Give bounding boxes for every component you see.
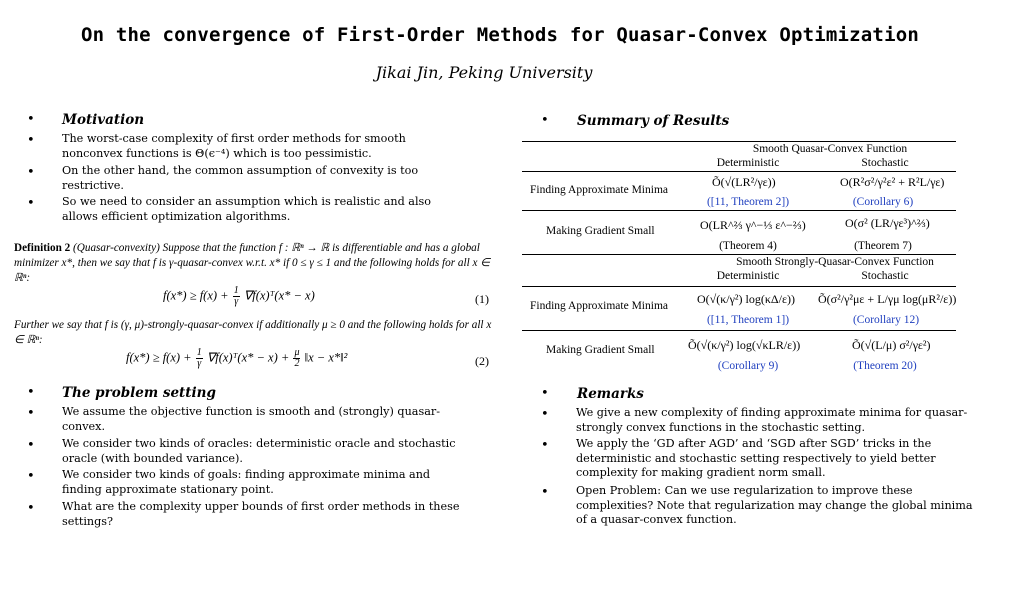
table-rule: [522, 210, 956, 211]
author-line: Jikai Jin, Peking University: [375, 63, 593, 82]
bullet-dot: •: [541, 438, 549, 453]
equation-2-right: ‖x − x*‖²: [304, 350, 348, 365]
equation-2-left: f(x*) ≥ f(x) +: [126, 350, 192, 365]
problem-bullet-4: What are the complexity upper bounds of first order methods in these settings?: [62, 500, 460, 528]
bullet-dot: •: [27, 501, 35, 516]
remarks-bullet-1: We give a new complexity of finding approximate minima for quasar-strongly convex functions in the stochastic setting.: [576, 406, 968, 434]
fraction-1-over-gamma: $\frac{1}{\gamma}$: [196, 347, 202, 369]
fraction-1-over-gamma: $\frac{1}{\gamma}$: [233, 285, 239, 307]
problem-bullet-3: We consider two kinds of goals: finding approximate minima and finding approximate stationary point.: [62, 468, 431, 496]
remarks-bullet-2: We apply the ‘GD after AGD’ and ‘SGD after SGD’ tricks in the deterministic and stochastic setting respectively to yield better complexity for making gradient norm small.: [576, 437, 936, 479]
cell-b1-min-det: Õ(√(LR²/γε)): [712, 175, 776, 189]
bullet-dot: •: [27, 133, 35, 148]
block1-title: Smooth Quasar-Convex Function: [752, 143, 908, 155]
remarks-bullet-3: Open Problem: Can we use regularization to improve these complexities? Note that regularization may change the global minima of a quasar-convex function.: [576, 484, 973, 526]
ref-b1-grad-det: (Theorem 4): [719, 240, 777, 252]
ref-b2-min-det[interactable]: ([11, Theorem 1]): [706, 314, 790, 326]
definition-label: Definition 2: [14, 242, 71, 254]
bullet-dot: •: [27, 438, 35, 453]
ref-b2-grad-det[interactable]: (Corollary 9): [717, 360, 779, 372]
cell-b2-grad-det: Õ(√(κ/γ²) log(√κLR/ε)): [688, 338, 801, 352]
col-stochastic-1: Stochastic: [861, 157, 909, 169]
table-rule: [522, 171, 956, 172]
bullet-dot: •: [541, 485, 549, 500]
bullet-dot: •: [27, 385, 35, 400]
definition-text-2: [14, 318, 494, 348]
ref-b1-grad-sto: (Theorem 7): [854, 240, 912, 252]
ref-b1-min-sto[interactable]: (Corollary 6): [852, 196, 914, 208]
bullet-dot: •: [27, 406, 35, 421]
bullet-dot: •: [541, 113, 549, 128]
row-label-min-2: Finding Approximate Minima: [530, 300, 668, 312]
cell-b1-min-sto: O(R²σ²/γ²ε² + R²L/γε): [840, 175, 945, 189]
table-rule: [522, 254, 956, 255]
col-stochastic-2: Stochastic: [861, 270, 909, 282]
equation-2-mid: ∇f(x)ᵀ(x* − x) +: [206, 350, 290, 365]
definition-text-1: [14, 241, 494, 286]
equation-2-number: (2): [475, 354, 489, 368]
summary-heading: Summary of Results: [577, 113, 730, 129]
ref-b2-min-sto[interactable]: (Corollary 12): [852, 314, 920, 326]
bullet-dot: •: [541, 407, 549, 422]
table-rule: [522, 286, 956, 287]
col-deterministic-1: Deterministic: [716, 157, 780, 169]
equation-1-right: ∇f(x)ᵀ(x* − x): [243, 288, 315, 303]
cell-b2-grad-sto: Õ(√(L/μ) σ²/γε²): [852, 338, 931, 352]
col-deterministic-2: Deterministic: [716, 270, 780, 282]
motivation-heading: Motivation: [62, 112, 145, 128]
problem-bullet-2: We consider two kinds of oracles: deterministic oracle and stochastic oracle (with bounded variance).: [62, 437, 456, 465]
ref-b1-min-det[interactable]: ([11, Theorem 2]): [706, 196, 790, 208]
row-label-min-1: Finding Approximate Minima: [530, 184, 668, 196]
equation-1-number: (1): [475, 292, 489, 306]
definition-body-2: Further we say that f is (γ, μ)-strongly-quasar-convex if additionally μ ≥ 0 and the following holds for all x ∈ ℝⁿ:: [14, 319, 492, 346]
motivation-bullet-3: So we need to consider an assumption which is realistic and also allows efficient optimization algorithms.: [62, 195, 432, 223]
equation-1-left: f(x*) ≥ f(x) +: [163, 288, 229, 303]
cell-b1-grad-sto: O(σ² (LR/γε³)^⅔): [845, 216, 930, 230]
bullet-dot: •: [27, 469, 35, 484]
table-rule: [522, 330, 956, 331]
cell-b2-min-det: O(√(κ/γ²) log(κΔ/ε)): [697, 292, 795, 306]
cell-b2-min-sto: Õ(σ²/γ²με + L/γμ log(μR²/ε)): [818, 292, 957, 306]
equation-1: [163, 286, 315, 307]
ref-b2-grad-sto[interactable]: (Theorem 20): [853, 360, 917, 372]
fraction-mu-over-2: $\frac{\mu}{2}$: [294, 347, 300, 369]
row-label-grad-2: Making Gradient Small: [546, 344, 655, 356]
problem-bullet-1: We assume the objective function is smooth and (strongly) quasar-convex.: [62, 405, 440, 433]
block2-title: Smooth Strongly-Quasar-Convex Function: [736, 256, 934, 268]
bullet-dot: •: [541, 386, 549, 401]
bullet-dot: •: [27, 165, 35, 180]
bullet-dot: •: [27, 196, 35, 211]
bullet-dot: •: [27, 112, 35, 127]
definition-name: (Quasar-convexity): [73, 242, 160, 254]
row-label-grad-1: Making Gradient Small: [546, 225, 655, 237]
remarks-heading: Remarks: [577, 386, 644, 402]
poster-title: On the convergence of First-Order Methods for Quasar-Convex Optimization: [80, 24, 919, 46]
motivation-bullet-2: On the other hand, the common assumption of convexity is too restrictive.: [62, 164, 419, 192]
problem-heading: The problem setting: [62, 385, 216, 401]
cell-b1-grad-det: O(LR^⅔ γ^−⅓ ε^−⅔): [700, 218, 806, 232]
equation-2: [126, 348, 347, 369]
motivation-bullet-1: The worst-case complexity of first order methods for smooth nonconvex functions is Θ(ϵ⁻⁴) which is too pessimistic.: [62, 132, 406, 160]
table-top-rule: [522, 141, 956, 142]
definition-body-1: Suppose that the function f : ℝⁿ → ℝ is differentiable and has a global minimizer x*, then we say that f is γ-quasar-convex w.r.t. x* if 0 ≤ γ ≤ 1 and the following holds for all x ∈ ℝⁿ:: [14, 242, 491, 284]
